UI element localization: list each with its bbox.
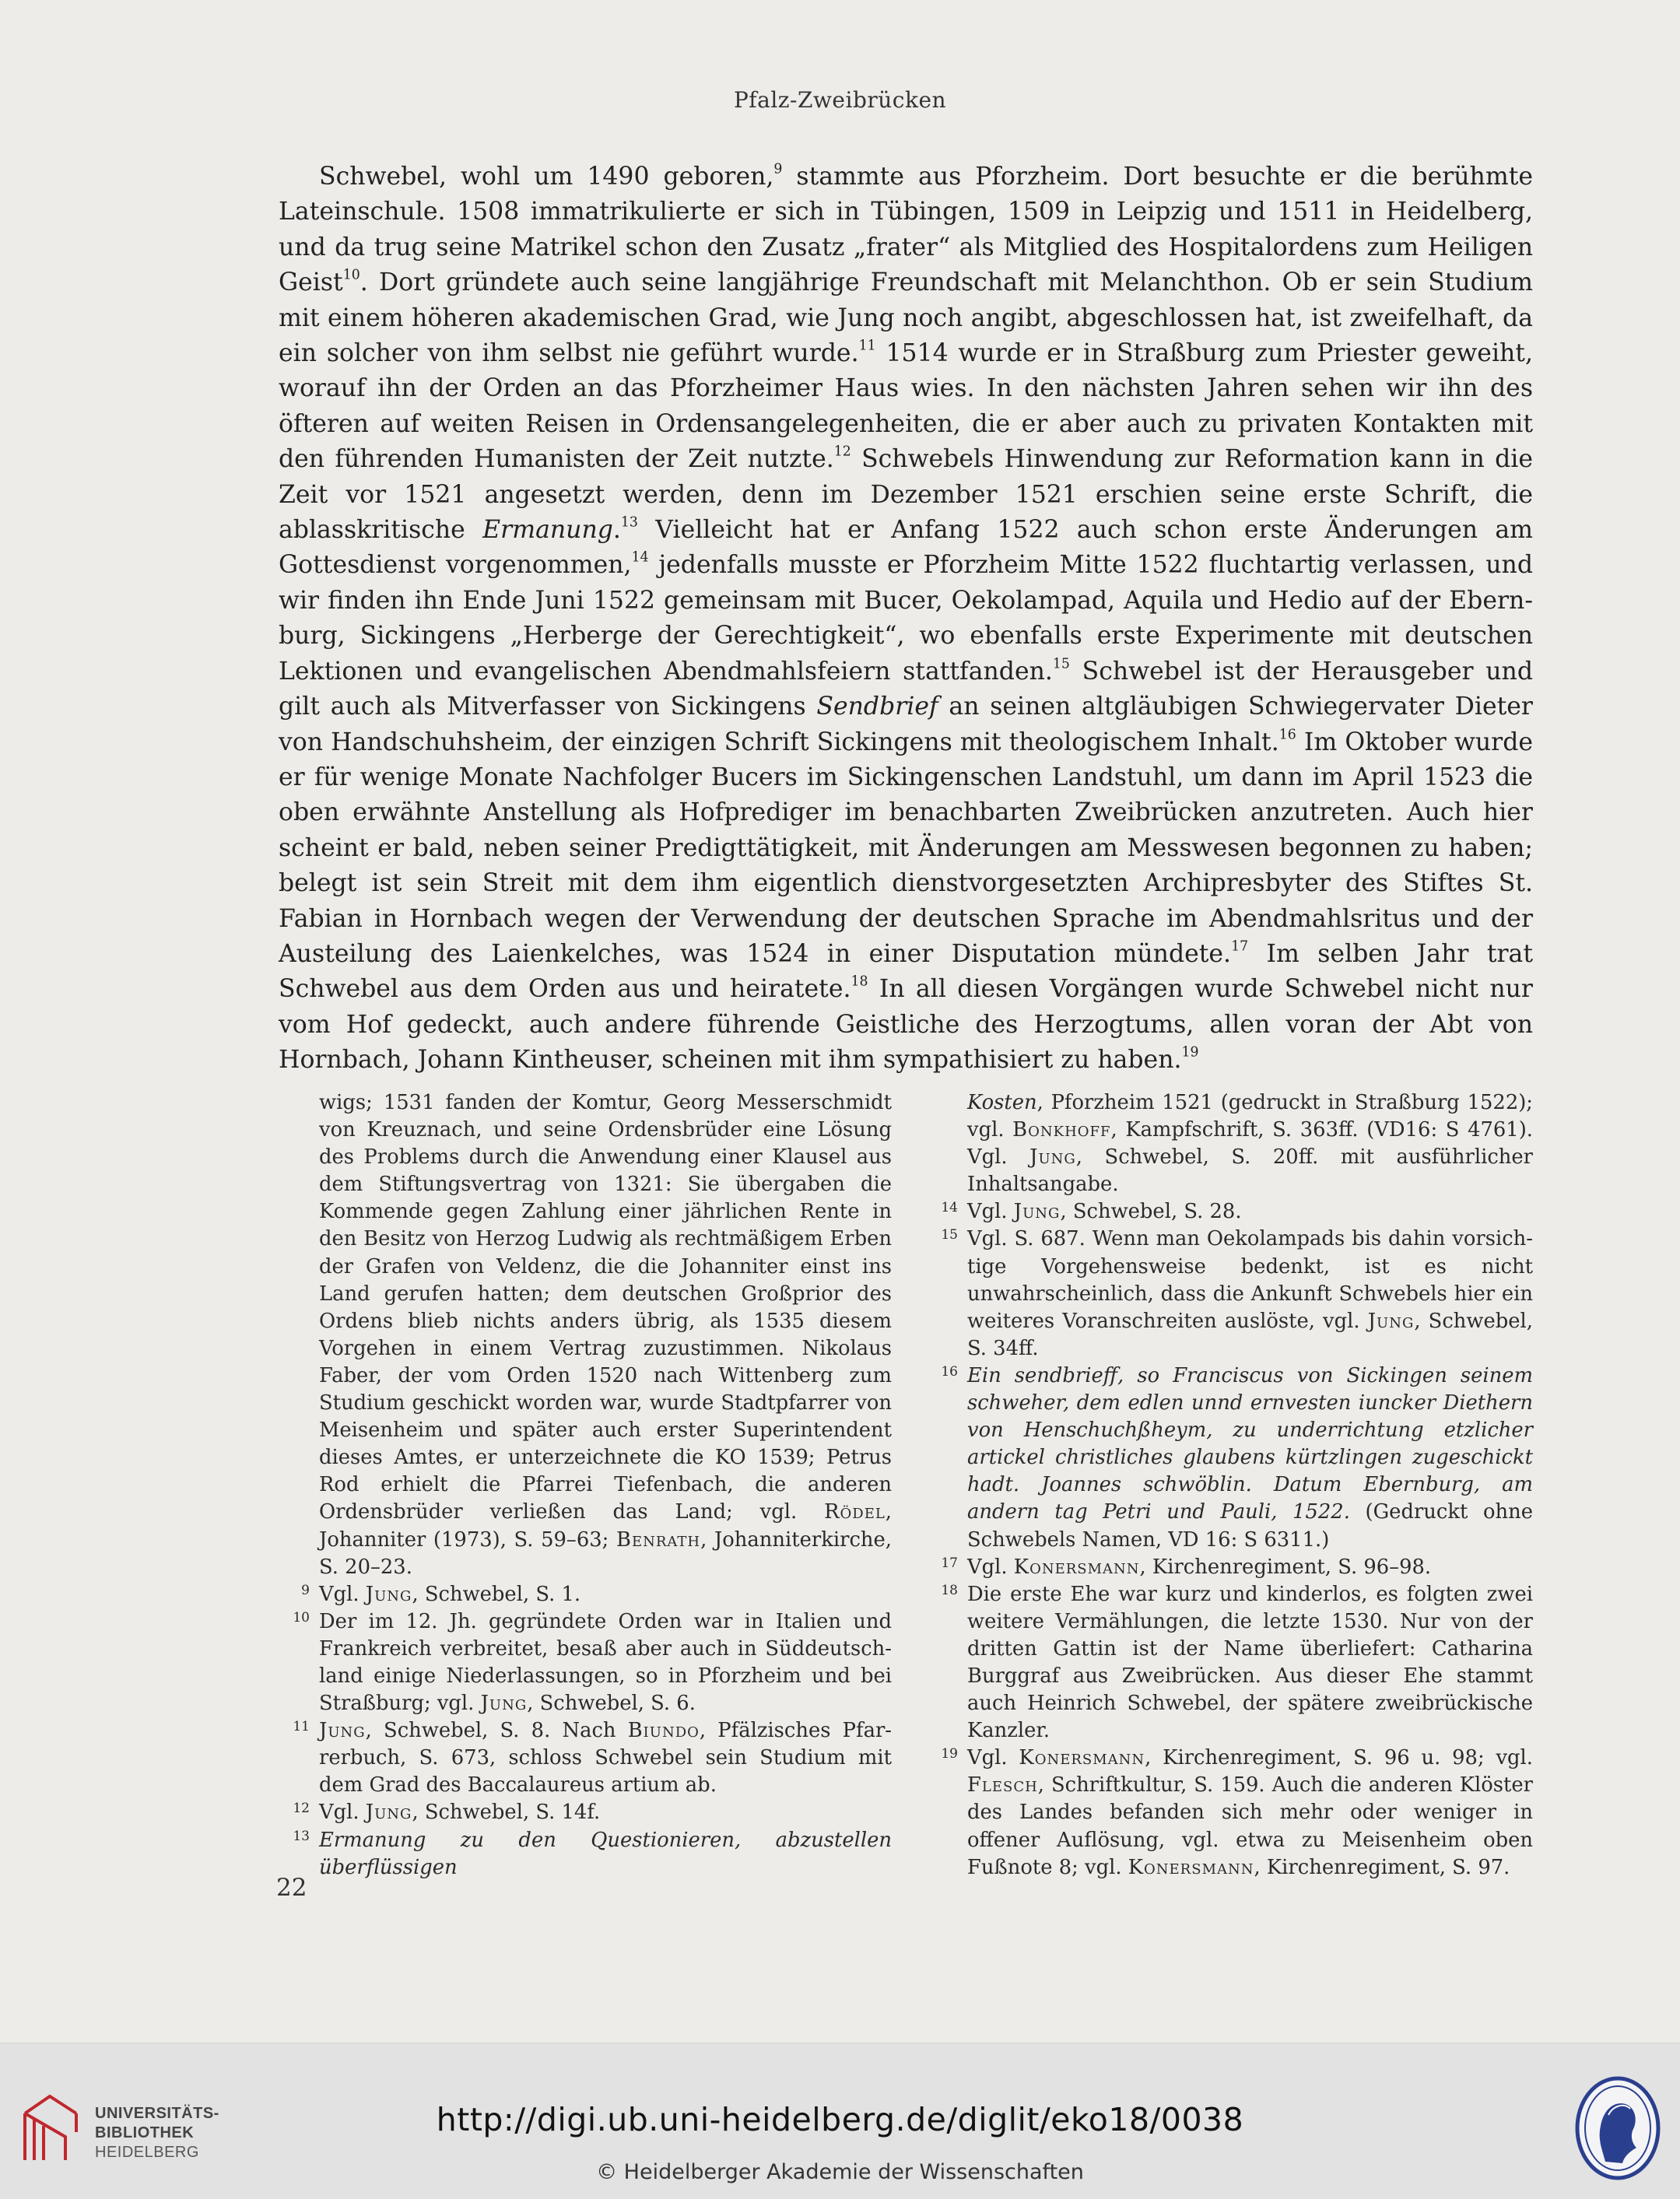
footnote-text: Ermanung zu den Questionieren, abzustellen überflüssigen [319, 1828, 892, 1879]
footnote-14 [927, 1198, 1533, 1226]
footnotes-left-column [279, 1089, 892, 1882]
footnote-text: Jung, Schwebel, S. 8. Nach Biundo, Pfälzisches Pfarrerbuch, S. 673, schloss Schwebel sein Studium mit dem Grad des Baccalaureus artium ab. [319, 1719, 892, 1797]
page-number: 22 [276, 1874, 307, 1902]
footnote-number: 17 [941, 1555, 958, 1571]
footnote-number: 9 [301, 1582, 310, 1598]
footnote-continuation [927, 1089, 1533, 1198]
footnote-number: 16 [941, 1363, 958, 1380]
library-line-2: BIBLIOTHEK [95, 2124, 195, 2141]
footnote-13 [279, 1827, 892, 1882]
footnote-text: Vgl. Konersmann, Kirchenregiment, S. 96 u. 98; vgl. Flesch, Schriftkultur, S. 159. Auch die anderen Klöster des Landes befanden sich mehr oder weniger in offener Auflösung, vgl. etwa zu Meisenheim oben Fußnote 8; vgl. Konersmann, Kirchenregiment, S. 97. [967, 1746, 1533, 1879]
footnote-number: 11 [293, 1719, 310, 1735]
footnote-text: Vgl. Jung, Schwebel, S. 28. [967, 1200, 1242, 1224]
footnote-9 [279, 1581, 892, 1608]
footnote-11 [279, 1717, 892, 1799]
footnote-number: 14 [941, 1200, 958, 1216]
footnote-text: wigs; 1531 fanden der Komtur, Georg Messerschmidt von Kreuznach, und seine Ordensbrüder eine Lösung des Problems durch die Anwendung einer Klausel aus dem Stiftungsvertrag von 1321: Sie übergaben die Kommende gegen Zahlung einer jährlichen Rente in den Besitz von Herzog Ludwig als rechtmäßigem Erben der Grafen von Veldenz, die die Johanniter einst ins Land gerufen hatten; dem deutschen Großprior des Ordens blieb nichts anders übrig, als 1535 diesem Vorgehen in einem Vertrag zuzustimmen. Nikolaus Faber, der vom Orden 1520 nach Wittenberg zum Studium geschickt worden war, wurde Stadtpfarrer von Meisenheim und später auch erster Superintendent dieses Amtes, er unterzeichnete die KO 1539; Petrus Rod erhielt die Pfarrei Tiefenbach, die anderen Ordensbrüder verließen das Land; vgl. Rödel, Johanniter (1973), S. 59–63; Benrath, Johanniterkirche, S. 20–23. [319, 1091, 892, 1579]
copyright-notice: © Heidelberger Akademie der Wissenschaften [596, 2160, 1084, 2184]
footnote-text: Die erste Ehe war kurz und kinderlos, es folgten zwei weitere Vermählungen, die letzte 1530. Nur von der dritten Gattin ist der Name überliefert: Catharina Burggraf aus Zweibrücken. Aus dieser Ehe stammt auch Heinrich Schwebel, der spätere zweibrückische Kanzler. [967, 1582, 1533, 1743]
permalink-url[interactable]: http://digi.ub.uni-heidelberg.de/diglit/eko18/0038 [436, 2101, 1244, 2138]
footnote-number: 10 [293, 1609, 310, 1626]
footnote-10 [279, 1608, 892, 1717]
main-text: Schwebel, wohl um 1490 geboren,$^9$ stammte aus Pforzheim. Dort besuchte er die berühmte Lateinschule. 1508 immatrikulierte er sich in Tübingen, 1509 in Leipzig und 1511 in Heidelberg, und da trug seine Matrikel schon den Zusatz „frater“ als Mitglied des Hospitalordens zum Heiligen Geist$^{10}$. Dort gründete auch seine langjährige Freundschaft mit Melanchthon. Ob er sein Studium mit einem höheren akademischen Grad, wie Jung noch angibt, abgeschlossen hat, ist zweifelhaft, da ein solcher von ihm selbst nie geführt wurde.$^{11}$ 1514 wurde er in Straßburg zum Priester geweiht, worauf ihn der Orden an das Pforzheimer Haus wies. In den nächsten Jahren sehen wir ihn des öfteren auf weiten Reisen in Ordensangelegenheiten, die er aber auch zu privaten Kontakten mit den führenden Humanisten der Zeit nutzte.$^{12}$ Schwebels Hinwendung zur Reformation kann in die Zeit vor 1521 angesetzt werden, denn im Dezember 1521 erschien seine erste Schrift, die ablasskritische Ermanung.$^{13}$ Vielleicht hat er Anfang 1522 auch schon erste Änderungen am Gottesdienst vorgenommen,$^{14}$ jedenfalls musste er Pforzheim Mitte 1522 fluchtartig verlassen, und wir finden ihn Ende Juni 1522 gemeinsam mit Bucer, Oekolampad, Aquila und Hedio auf der Ebernburg, Sickingens „Herberge der Gerechtigkeit“, wo ebenfalls erste Experimente mit deutschen Lektionen und evangelischen Abendmahlsfeiern stattfanden.$^{15}$ Schwebel ist der Herausgeber und gilt auch als Mitverfasser von Sickingens Sendbrief an seinen altgläubigen Schwiegervater Dieter von Handschuhsheim, der einzigen Schrift Sickingens mit theologischem Inhalt.$^{16}$ Im Oktober wurde er für wenige Monate Nachfolger Bucers im Sickingenschen Landstuhl, um dann im April 1523 die oben erwähnte Anstellung als Hofprediger im benachbarten Zweibrücken anzutreten. Auch hier scheint er bald, neben seiner Predigttätigkeit, mit Änderungen am Messwesen begonnen zu haben; belegt ist sein Streit mit dem ihm eigentlich dienstvorgesetzten Archipresbyter des Stiftes St. Fabian in Hornbach wegen der Verwendung der deutschen Sprache im Abendmahlsritus und der Austeilung des Laienkelches, was 1524 in einer Disputation mündete.$^{17}$ Im selben Jahr trat Schwebel aus dem Orden aus und heiratete.$^{18}$ In all diesen Vorgängen wurde Schwebel nicht nur vom Hof gedeckt, auch andere führende Geistliche des Herzogtums, allen voran der Abt von Hornbach, Johann Kintheuser, scheinen mit ihm sympathisiert zu haben.$^{19}$ [279, 161, 1534, 1075]
footnote-text: Ein sendbrieff, so Franciscus von Sickingen seinem schweher, dem edlen unnd ernvesten iuncker Diethern von Henschuchßheym, zu underrichtung etzlicher artickel christliches glaubens kürtzlingen zugeschickt hadt. Joannes schwöblin. Datum Ebernburg, am andern tag Petri und Pauli, 1522. (Gedruckt ohne Schwebels Namen, VD 16: S 6311.) [967, 1363, 1533, 1552]
footnote-number: 18 [941, 1582, 958, 1598]
footnote-text: Der im 12. Jh. gegründete Orden war in Italien und Frankreich verbreitet, besaß aber auch in Süddeutschland einige Niederlassungen, so in Pforzheim und bei Straßburg; vgl. Jung, Schwebel, S. 6. [319, 1609, 892, 1716]
running-head: Pfalz-Zweibrücken [733, 87, 947, 113]
footnote-text: Kosten, Pforzheim 1521 (gedruckt in Straßburg 1522); vgl. Bonkhoff, Kampfschrift, S. 363ff. (VD16: S 4761). Vgl. Jung, Schwebel, S. 20ff. mit ausführlicher Inhaltsangabe. [967, 1091, 1533, 1197]
footnote-18 [927, 1581, 1533, 1745]
viewer-footer [0, 2043, 1680, 2199]
library-line-1: UNIVERSITÄTS- [95, 2105, 219, 2122]
footnotes-right-column [927, 1089, 1533, 1882]
footnote-text: Vgl. Jung, Schwebel, S. 14f. [319, 1801, 601, 1825]
footnote-16 [927, 1363, 1533, 1554]
footnote-text: Vgl. Konersmann, Kirchenregiment, S. 96–98. [967, 1555, 1432, 1579]
footnote-number: 13 [293, 1828, 310, 1844]
footnote-number: 15 [941, 1227, 958, 1243]
footnote-continuation [279, 1089, 892, 1581]
footnote-17 [927, 1554, 1533, 1581]
footnote-19 [927, 1745, 1533, 1881]
footnote-text: Vgl. Jung, Schwebel, S. 1. [319, 1582, 581, 1606]
footnote-15 [927, 1226, 1533, 1362]
footnote-12 [279, 1799, 892, 1826]
academy-seal-icon[interactable] [1574, 2074, 1661, 2182]
footnote-text: Vgl. S. 687. Wenn man Oekolampads bis dahin vorsichtige Vorgehensweise bedenkt, ist es nicht unwahrscheinlich, dass die Ankunft Schwebels hier ein weiteres Voranschreiten auslöste, vgl. Jung, Schwebel, S. 34ff. [967, 1227, 1533, 1360]
footnote-number: 12 [293, 1801, 310, 1817]
library-line-3: HEIDELBERG [95, 2144, 199, 2161]
footnote-number: 19 [941, 1746, 958, 1762]
